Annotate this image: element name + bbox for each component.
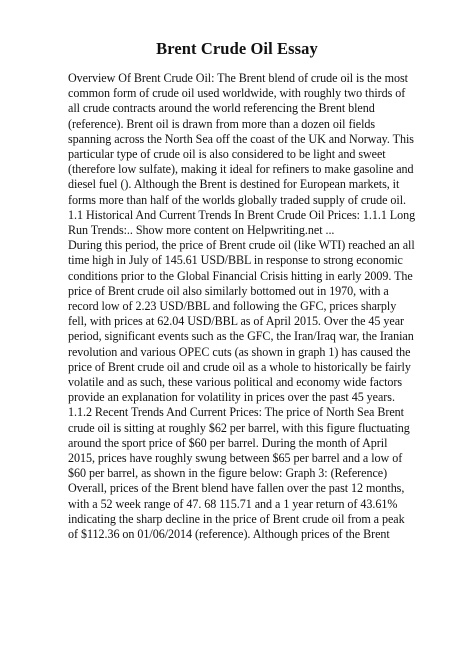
document-title: Brent Crude Oil Essay bbox=[156, 39, 318, 58]
paragraph-overview bbox=[68, 71, 416, 238]
paragraph-overview-text: Overview Of Brent Crude Oil: The Brent blend of crude oil is the most common form of crude oil used worldwide, with roughly two thirds of all crude contracts around the world referencing the Brent blend (reference). Brent oil is drawn from more than a dozen oil fields spanning across the North Sea off the coast of the UK and Norway. This particular type of crude oil is also considered to be light and sweet (therefore low sulfate), making it ideal for refiners to make gasoline and diesel fuel (). Although the Brent is destined for European markets, it forms more than half of the worlds globally traded supply of crude oil. 1.1 Historical And Current Trends In Brent Crude Oil Prices: 1.1.1 Long Run Trends:.. bbox=[68, 71, 416, 238]
show-more-link[interactable]: Show more content on Helpwriting.net ... bbox=[135, 223, 335, 238]
paragraph-period: During this period, the price of Brent crude oil (like WTI) reached an all time high in July of 145.61 USD/BBL in response to strong economic conditions prior to the Global Financial Crisis hitting in early 2009. The price of Brent crude oil also similarly bottomed out in 1970, with a record low of 2.23 USD/BBL and following the GFC, prices sharply fell, with prices at 62.04 USD/BBL as of April 2015. Over the 45 year period, significant events such as the GFC, the Iran/Iraq war, the Iranian revolution and various OPEC cuts (as shown in graph 1) has caused the price of Brent crude oil and crude oil as a whole to historically be fairly volatile and as such, these various political and economy wide factors provide an explanation for volatility in prices over the past 45 years. 1.1.2 Recent Trends And Current Prices: The price of North Sea Brent crude oil is sitting at roughly $62 per barrel, with this figure fluctuating around the sport price of $60 per barrel. During the month of April 2015, prices have roughly swung between $65 per barrel and a low of $60 per barrel, as shown in the figure below: Graph 3: (Reference) Overall, prices of the Brent blend have fallen over the past 12 months, with a 52 week range of 47. 68 115.71 and a 1 year return of 43.61% indicating the sharp decline in the price of Brent crude oil from a peak of $112.36 on 01/06/2014 (reference). Although prices of the Brent bbox=[68, 238, 415, 542]
document-body bbox=[68, 71, 416, 542]
